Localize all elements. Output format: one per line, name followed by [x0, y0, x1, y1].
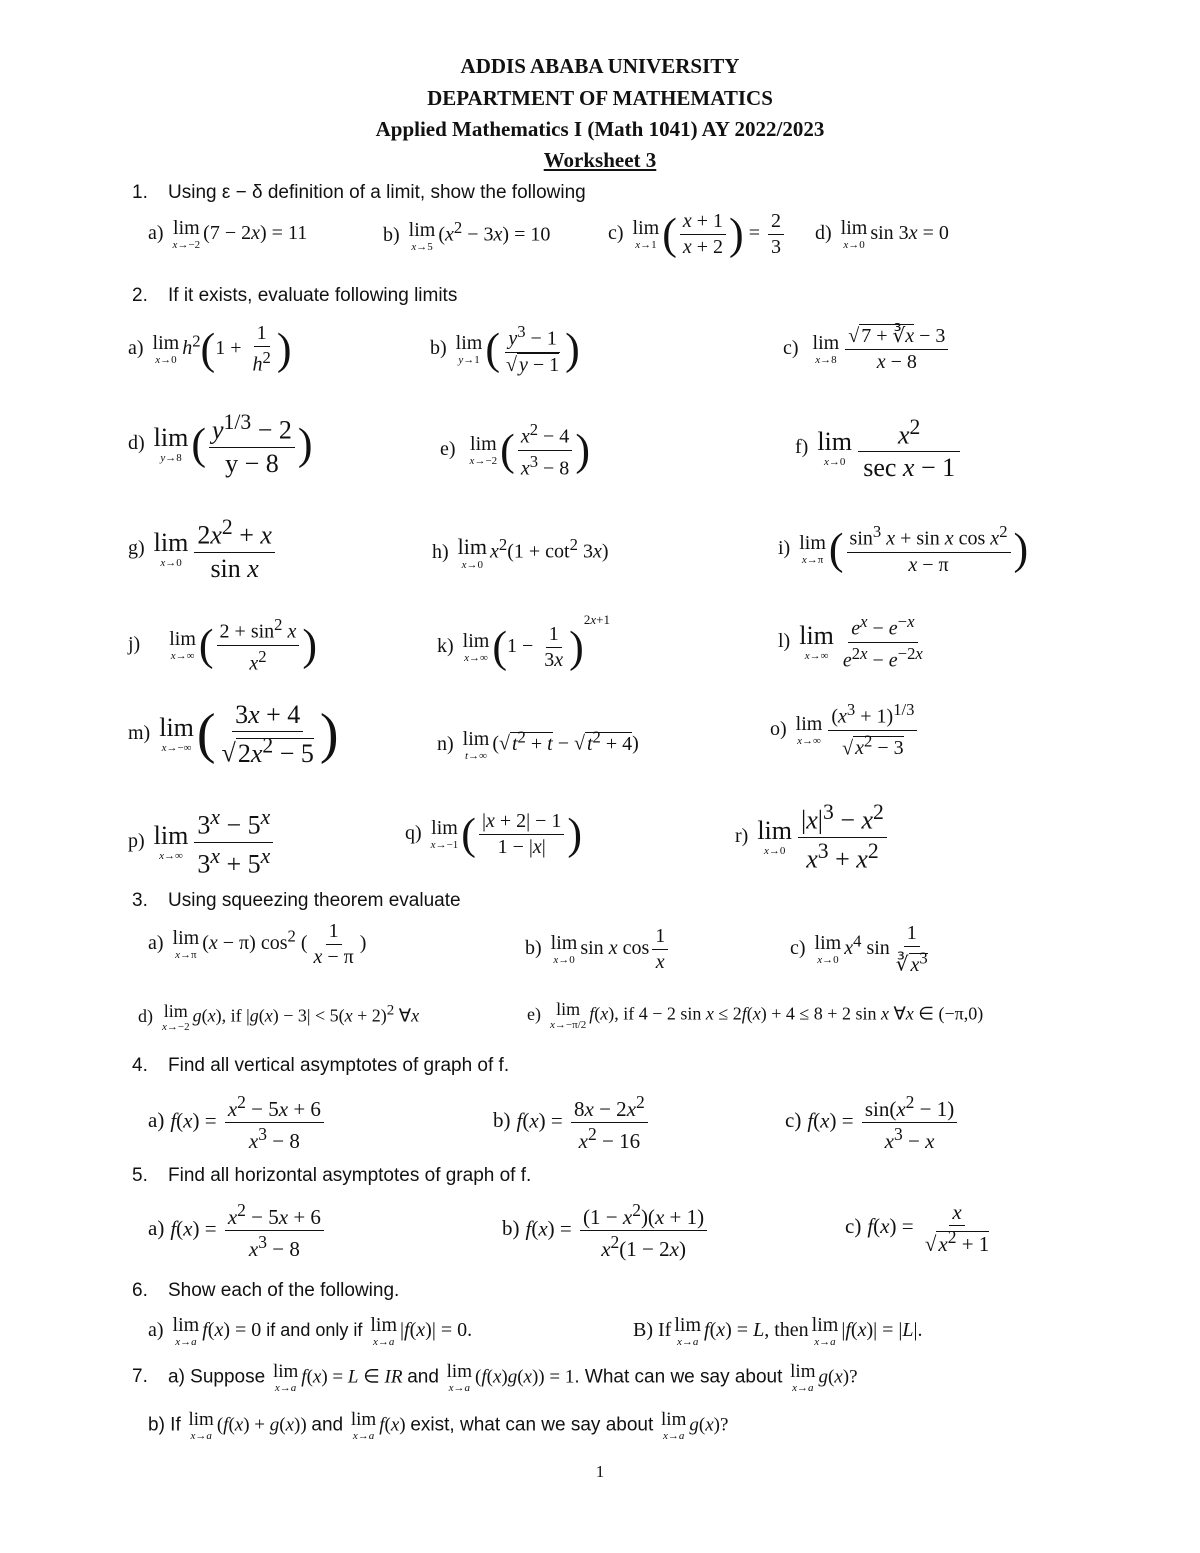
q2-part-a: a) lim x→0 $h^2(1$ + $\frac{1}{h^2}$ ) — [128, 322, 292, 376]
q5-part-c: c) f(x) = $\frac{x}{√x^2 + 1}$ — [845, 1200, 990, 1257]
question-text: If it exists, evaluate following limits — [168, 285, 458, 306]
question-5 — [132, 1165, 531, 1187]
question-2 — [132, 285, 457, 307]
part-label: n) — [437, 732, 454, 755]
q2-part-j: j) lim x→∞ ( $\frac{2 + \sin^2 x}{x^2}$ ) — [128, 615, 318, 675]
q7-b-and: and — [311, 1414, 344, 1436]
question-number: 6. — [132, 1280, 148, 1301]
part-label: c) — [608, 222, 624, 245]
part-label: b) — [430, 336, 447, 359]
part-label: g) — [128, 536, 145, 559]
q2-part-r: r) lim x→0 $\frac{|x|^3 - x^2}{x^3 + x^2}$ — [735, 800, 890, 874]
part-label: e) — [440, 437, 456, 460]
question-number: 5. — [132, 1165, 148, 1186]
q4-part-a: a) f(x) = $\frac{x^2 - 5x + 6}{x^3 - 8}$ — [148, 1092, 327, 1153]
q2-part-l: l) lim x→∞ $\frac{e^x - e^{-x}}{e^{2x} - e^{-2x}}$ — [778, 612, 923, 672]
part-label: c) — [845, 1213, 862, 1238]
q6-b-then: , then — [764, 1319, 809, 1342]
part-label: r) — [735, 824, 749, 847]
q2-part-h: h) lim x→0 $x^2(1 + \cot^2 3x)$ — [432, 533, 609, 571]
q4-part-c: c) f(x) = $\frac{\sin(x^2 - 1)}{x^3 - x}$ — [785, 1092, 960, 1153]
part-label: d) — [128, 431, 145, 454]
q3-part-e: e) lim x→−π/2 f(x), if 4 − 2 sin x ≤ 2f(x) + 4 ≤ 8 + 2 sin x ∀x ∈ (−π,0) — [527, 999, 984, 1031]
part-label: j) — [128, 632, 141, 655]
part-label: a) — [148, 932, 164, 955]
q7-a-and: and — [407, 1366, 439, 1388]
q5-part-b: b) f(x) = $\frac{(1 - x^2)(x + 1)}{x^2(1 - 2x)}$ — [502, 1200, 710, 1261]
q7-b-exist: exist, what can we say about — [410, 1414, 654, 1436]
question-3 — [132, 890, 461, 912]
q7-a-question: . What can we say about — [574, 1366, 783, 1388]
q2-part-q: q) lim x→−1 ( $\frac{|x + 2| - 1}{1 - |x|}$ ) — [405, 809, 583, 859]
q2-part-e: e) lim x→−2 ( $\frac{x^2 - 4}{x^3 - 8}$ ) — [440, 420, 590, 480]
part-label: c) — [785, 1108, 802, 1133]
question-text: Using ε − δ definition of a limit, show the following — [168, 182, 586, 203]
q2-part-g: g) lim x→0 $\frac{2x^2 + x}{\text{sin x}}$ — [128, 515, 278, 583]
q7-a-prefix: a) Suppose — [168, 1366, 266, 1388]
question-number: 3. — [132, 890, 148, 911]
part-label: k) — [437, 635, 454, 657]
university-title: ADDIS ABABA UNIVERSITY — [460, 54, 740, 78]
q5-part-a: a) f(x) = $\frac{x^2 - 5x + 6}{x^3 - 8}$ — [148, 1200, 327, 1261]
q6-b-prefix: B) If — [633, 1319, 672, 1342]
part-label: q) — [405, 822, 422, 845]
q7-part-b: b) If lim x→a (f(x) + g(x)) and lim x→a f(x) exist, what can we say about lim x→a g(x)? — [148, 1409, 729, 1442]
worksheet-title: Worksheet 3 — [543, 148, 657, 172]
part-label: m) — [128, 721, 151, 744]
q3-part-c: c) lim x→0 $x^4$ sin $\frac{1}{∛ x^3}$ — [790, 922, 928, 976]
q1-part-c: c) lim x→1 ( $\frac{x + 1}{x + 2}$ ) = $\frac{2}{3}$ — [608, 210, 787, 259]
course-title: Applied Mathematics I (Math 1041) AY 2022/2023 — [375, 117, 825, 141]
q2-part-p: p) lim x→∞ $\frac{3^x - 5^x}{3^x + 5^x}$ — [128, 805, 276, 879]
question-text: Show each of the following. — [168, 1280, 400, 1301]
part-label: o) — [770, 717, 787, 740]
q1-part-a: a) lim x→−2 (7 − 2x) = 11 — [148, 217, 308, 251]
q7-part-a: 7. a) Suppose lim x→a f(x) = L ∈ IR and lim x→a (f(x)g(x)) = 1. What can we say about lim x→a g(x)? — [132, 1361, 858, 1394]
part-label: i) — [778, 536, 791, 559]
q3-part-a: a) lim x→π (x − π) $\cos^2$ ( $\frac{1}{x - \pi}$ ) — [148, 920, 367, 968]
question-text: Find all horizontal asymptotes of graph of f. — [168, 1165, 532, 1186]
q2-part-i: i) lim x→π ( $\frac{\sin^3 x + \sin x \cos x^2}{x - \pi}$ ) — [778, 522, 1029, 576]
q2-part-f: f) lim x→0 $\frac{x^2}{\text{sec x − 1}}$ — [795, 415, 963, 482]
part-label: a) — [128, 336, 144, 359]
part-label: a) — [148, 1108, 165, 1133]
q6-part-b: B) If lim x→a f(x) = L, then lim x→a |f(x)| = |L|. — [633, 1314, 923, 1348]
part-label: h) — [432, 540, 449, 563]
q2-part-k: k) lim x→∞ (1 − $\frac{1}{3x}$ )$^{2x+1}$ — [437, 612, 610, 672]
question-number: 1. — [132, 182, 148, 203]
q3-part-b: b) lim x→0 sin x cos $\frac{1}{x}$ — [525, 925, 671, 974]
question-number: 2. — [132, 285, 148, 306]
part-label: b) — [525, 937, 542, 960]
question-text: Using squeezing theorem evaluate — [168, 890, 461, 911]
part-label: b) — [383, 223, 400, 246]
part-label: d) — [815, 222, 832, 245]
part-label: c) — [790, 936, 806, 959]
part-label: b) — [502, 1216, 520, 1241]
part-label: p) — [128, 829, 145, 852]
part-label: a) — [148, 1319, 164, 1342]
q2-part-c: c) lim x→8 $\frac{√ 7 + ∛x - 3}{x - 8}$ — [783, 325, 951, 374]
q2-part-n: n) lim t→∞ (√ $t^2 + t$ − √ $t^2 + 4$) — [437, 727, 639, 762]
q2-part-b: b) lim y→1 ( $\frac{y^3 - 1}{√ y - 1}$ ) — [430, 322, 580, 376]
q7-b-prefix: b) If — [148, 1414, 181, 1436]
department-title: DEPARTMENT OF MATHEMATICS — [427, 86, 773, 110]
q4-part-b: b) f(x) = $\frac{8x - 2x^2}{x^2 - 16}$ — [493, 1092, 651, 1153]
part-label: e) — [527, 1003, 541, 1024]
q2-part-m: m) lim x→−∞ ( $\frac{3x + 4}{√2x^2 - 5}$ ) — [128, 700, 339, 768]
q1-part-b: b) lim x→5 $(x^2 - 3x) = 10$ — [383, 218, 551, 253]
part-label: b) — [493, 1108, 511, 1133]
part-label: d) — [138, 1005, 153, 1026]
question-1 — [132, 182, 586, 204]
question-text: Find all vertical asymptotes of graph of f. — [168, 1055, 510, 1076]
q6-a-text: if and only if — [266, 1320, 363, 1341]
part-label: a) — [148, 222, 164, 245]
question-6 — [132, 1280, 399, 1302]
part-label: a) — [148, 1216, 165, 1241]
part-label: f) — [795, 436, 809, 459]
q6-part-a: a) lim x→a f(x) = 0 if and only if lim x→a |f(x)| = 0. — [148, 1314, 473, 1348]
question-number: 4. — [132, 1055, 148, 1076]
question-number: 7. — [132, 1366, 148, 1388]
q1-part-d: d) lim x→0 sin 3x = 0 — [815, 217, 949, 251]
part-label: c) — [783, 337, 799, 360]
page-number: 1 — [595, 1462, 605, 1481]
question-4 — [132, 1055, 509, 1077]
q2-part-d: d) lim y→8 ( $\frac{y^{1/3} - 2}{y - 8}$ ) — [128, 410, 313, 478]
part-label: l) — [778, 629, 791, 652]
q3-part-d: d) lim x→−2 g(x), if $|g(x) - 3| < 5(x + 2)^2$ ∀x — [138, 1001, 420, 1033]
q2-part-o: o) lim x→∞ $\frac{(x^3 + 1)^{1/3}}{√ x^2 - 3}$ — [770, 700, 920, 760]
